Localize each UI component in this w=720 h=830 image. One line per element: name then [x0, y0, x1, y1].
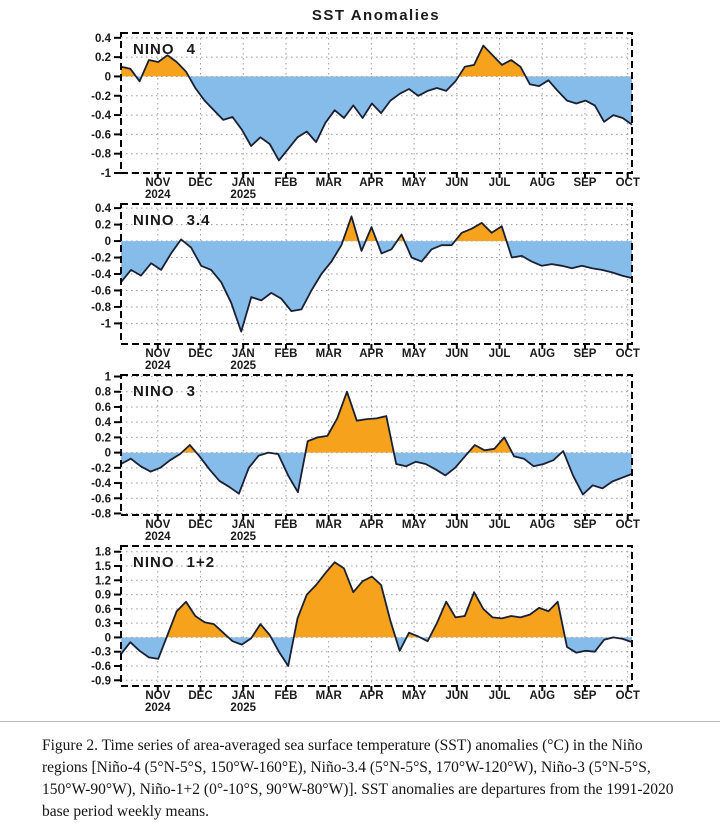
x-tick-label-year: 2025	[230, 189, 257, 200]
panel-region-label: NINO 1+2	[133, 554, 216, 571]
chart-panel-nino-1-2	[0, 542, 720, 713]
x-tick-label-month: APR	[359, 519, 384, 531]
x-tick-label-month: FEB	[274, 519, 298, 531]
y-tick-label: 1.8	[95, 546, 111, 559]
y-tick-label: 0.4	[95, 203, 111, 216]
y-tick-label: 1.2	[95, 575, 111, 588]
x-tick-label-month: JUL	[488, 519, 511, 531]
y-tick-label: -0.8	[91, 508, 111, 521]
y-tick-label: -1	[100, 168, 111, 180]
x-tick-label-month: OCT	[615, 519, 640, 531]
y-tick-label: 1.5	[95, 561, 111, 573]
figure-caption: Figure 2. Time series of area-averaged sea surface temperature (SST) anomalies (°C) in the Niño regions [Niño-4 (5°N-5°S, 150°W-160°E), Niño-3.4 (5°N-5°S, 170°W-120°W), Niño-3 (5°N-5°S, 150°W-90°W), Niño-1+2 (0°-10°S, 90°W-80°W)]. SST anomalies are departures from the 1991-2020 base period weekly means.	[0, 721, 720, 823]
chart-panels	[0, 29, 720, 713]
x-tick-label-month: JAN	[231, 519, 255, 531]
y-tick-label: -0.6	[91, 285, 111, 298]
y-tick-label: 0.9	[95, 589, 111, 602]
y-tick-label: 0	[104, 447, 111, 460]
y-tick-label: 0	[104, 632, 111, 645]
x-tick-label-year: 2025	[230, 360, 257, 371]
y-tick-label: -0.9	[91, 675, 111, 688]
panel-region-label: NINO 3	[133, 383, 197, 400]
y-tick-label: -0.4	[91, 110, 111, 123]
x-tick-label-month: JAN	[231, 177, 255, 189]
x-tick-label-month: DEC	[188, 177, 213, 189]
y-tick-label: -0.4	[91, 269, 111, 281]
positive-anomaly-area	[121, 562, 632, 666]
x-tick-label-month: AUG	[529, 177, 556, 189]
x-tick-label-month: NOV	[145, 348, 171, 360]
negative-anomaly-area	[121, 46, 632, 161]
x-tick-label-month: SEP	[573, 177, 597, 189]
x-tick-label-month: JUL	[488, 348, 511, 360]
x-tick-label-month: APR	[359, 690, 384, 702]
x-tick-label-month: APR	[359, 177, 384, 189]
x-tick-label-month: MAR	[315, 519, 342, 531]
x-tick-label-month: DEC	[188, 690, 213, 702]
x-tick-label-month: AUG	[529, 690, 556, 702]
chart-panel-nino-3	[0, 371, 720, 542]
y-tick-label: 0	[104, 71, 111, 84]
panel-region-label: NINO 3.4	[133, 212, 211, 229]
x-tick-label-month: MAY	[401, 348, 427, 360]
x-tick-label-month: OCT	[615, 690, 640, 702]
y-tick-label: -0.2	[91, 90, 111, 103]
x-tick-label-month: JAN	[231, 348, 255, 360]
x-tick-label-month: OCT	[615, 348, 640, 360]
y-tick-label: 0.4	[95, 417, 111, 430]
x-tick-label-month: JUL	[488, 177, 511, 189]
x-tick-label-month: FEB	[274, 177, 298, 189]
x-tick-label-year: 2025	[230, 531, 257, 542]
y-tick-label: 0	[104, 236, 111, 249]
x-tick-label-month: NOV	[145, 519, 171, 531]
x-tick-label-month: FEB	[274, 690, 298, 702]
x-tick-label-month: MAR	[315, 690, 342, 702]
y-tick-label: 0.6	[95, 603, 111, 616]
x-tick-label-year: 2024	[144, 702, 171, 713]
x-tick-label-month: SEP	[573, 348, 597, 360]
y-tick-label: 0.6	[95, 401, 111, 414]
x-tick-label-month: DEC	[188, 348, 213, 360]
y-tick-label: 0.4	[95, 32, 111, 45]
chart-title: SST Anomalies	[311, 7, 441, 24]
y-tick-label: -0.6	[91, 129, 111, 142]
panel-region-label: NINO 4	[133, 41, 197, 58]
y-tick-label: 0.8	[95, 386, 111, 399]
y-tick-label: 0.2	[95, 432, 111, 445]
y-tick-label: 0.2	[95, 219, 111, 232]
y-tick-label: 0.2	[95, 52, 111, 65]
y-tick-label: -1	[100, 318, 111, 331]
x-tick-label-month: SEP	[573, 690, 597, 702]
y-tick-label: 1	[104, 371, 111, 384]
x-tick-label-month: JUN	[445, 348, 469, 360]
y-tick-label: -0.3	[91, 646, 111, 659]
y-tick-label: -0.2	[91, 252, 111, 265]
chart-panel-nino-3-4	[0, 200, 720, 371]
x-tick-label-month: APR	[359, 348, 384, 360]
x-tick-label-month: OCT	[615, 177, 640, 189]
x-tick-label-month: MAR	[315, 348, 342, 360]
y-tick-label: -0.6	[91, 493, 111, 506]
x-tick-label-month: JAN	[231, 690, 255, 702]
y-tick-label: -0.6	[91, 661, 111, 673]
x-tick-label-month: JUN	[445, 690, 469, 702]
y-tick-label: -0.2	[91, 462, 111, 475]
x-tick-label-month: JUL	[488, 690, 511, 702]
x-tick-label-month: AUG	[529, 519, 556, 531]
x-tick-label-month: MAY	[401, 519, 427, 531]
x-tick-label-month: JUN	[445, 177, 469, 189]
x-tick-label-year: 2025	[230, 702, 257, 713]
x-tick-label-month: FEB	[274, 348, 298, 360]
x-tick-label-month: NOV	[145, 177, 171, 189]
y-tick-label: -0.8	[91, 148, 111, 161]
x-tick-label-month: MAR	[315, 177, 342, 189]
x-tick-label-month: SEP	[573, 519, 597, 531]
x-tick-label-year: 2024	[144, 360, 171, 371]
x-tick-label-month: MAY	[401, 177, 427, 189]
x-tick-label-month: AUG	[529, 348, 556, 360]
y-tick-label: -0.4	[91, 478, 111, 491]
x-tick-label-month: MAY	[401, 690, 427, 702]
y-tick-label: -0.8	[91, 301, 111, 314]
x-tick-label-month: DEC	[188, 519, 213, 531]
y-tick-label: 0.3	[95, 618, 111, 631]
x-tick-label-year: 2024	[144, 531, 171, 542]
chart-panel-nino-4	[0, 29, 720, 200]
x-tick-label-month: JUN	[445, 519, 469, 531]
x-tick-label-year: 2024	[144, 189, 171, 200]
x-tick-label-month: NOV	[145, 690, 171, 702]
